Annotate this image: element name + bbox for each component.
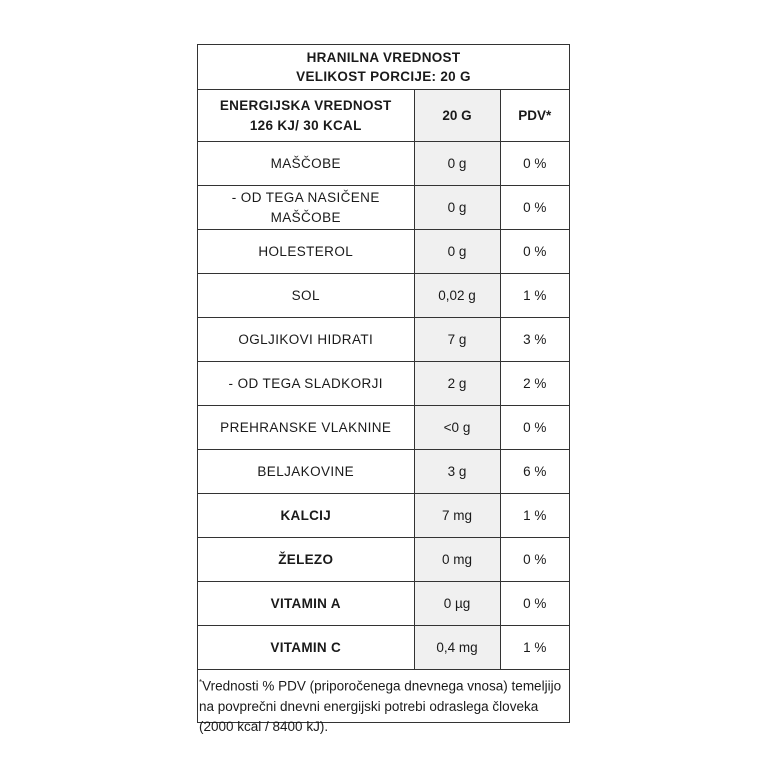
nutrient-pdv: 0 % <box>500 538 569 582</box>
nutrient-name: - OD TEGA SLADKORJI <box>198 362 414 406</box>
energy-label: ENERGIJSKA VREDNOST <box>219 97 392 113</box>
nutrient-row <box>198 494 569 538</box>
nutrient-amount: 0 g <box>414 230 500 274</box>
nutrient-amount: 0 g <box>414 142 500 186</box>
nutrient-name: KALCIJ <box>198 494 414 538</box>
nutrition-title: HRANILNA VREDNOST <box>306 50 461 65</box>
nutrient-row <box>198 362 569 406</box>
nutrient-pdv: 0 % <box>500 186 569 230</box>
footnote-marker: * <box>199 678 203 687</box>
nutrient-amount: 7 g <box>414 318 500 362</box>
nutrient-amount: 0,4 mg <box>414 626 500 670</box>
energy-value: 126 KJ/ 30 KCAL <box>249 117 362 133</box>
nutrient-row <box>198 318 569 362</box>
nutrient-amount: 0 µg <box>414 582 500 626</box>
nutrition-title-block <box>198 45 569 90</box>
nutrient-pdv: 2 % <box>500 362 569 406</box>
nutrient-pdv: 1 % <box>500 494 569 538</box>
nutrient-pdv: 1 % <box>500 626 569 670</box>
nutrient-row <box>198 186 569 230</box>
nutrient-name: OGLJIKOVI HIDRATI <box>198 318 414 362</box>
nutrient-amount: 0 mg <box>414 538 500 582</box>
nutrient-row <box>198 538 569 582</box>
amount-column-header: 20 G <box>414 90 500 142</box>
nutrient-name: PREHRANSKE VLAKNINE <box>198 406 414 450</box>
nutrient-amount: 2 g <box>414 362 500 406</box>
serving-size: VELIKOST PORCIJE: 20 G <box>296 69 471 84</box>
nutrient-name: VITAMIN C <box>198 626 414 670</box>
nutrient-row <box>198 230 569 274</box>
energy-header-cell <box>198 90 414 142</box>
nutrient-pdv: 0 % <box>500 142 569 186</box>
nutrient-name: HOLESTEROL <box>198 230 414 274</box>
nutrient-amount: <0 g <box>414 406 500 450</box>
nutrient-row <box>198 626 569 670</box>
nutrient-amount: 7 mg <box>414 494 500 538</box>
nutrient-amount: 3 g <box>414 450 500 494</box>
table-header-row <box>198 90 569 142</box>
nutrient-name: BELJAKOVINE <box>198 450 414 494</box>
nutrition-facts-panel <box>197 44 570 734</box>
nutrient-pdv: 0 % <box>500 230 569 274</box>
footnote-text: Vrednosti % PDV (priporočenega dnevnega vnosa) temeljijo na povprečni dnevni energijski potrebi odraslega človeka (2000 kcal / 8400 kJ). <box>199 678 562 734</box>
nutrient-pdv: 0 % <box>500 406 569 450</box>
nutrient-row <box>198 450 569 494</box>
nutrient-row <box>198 274 569 318</box>
nutrient-row <box>198 582 569 626</box>
footnote <box>198 670 569 737</box>
nutrient-pdv: 3 % <box>500 318 569 362</box>
nutrient-name: ŽELEZO <box>198 538 414 582</box>
nutrient-amount: 0,02 g <box>414 274 500 318</box>
nutrient-pdv: 0 % <box>500 582 569 626</box>
nutrition-table <box>198 90 569 670</box>
nutrient-name: MAŠČOBE <box>198 142 414 186</box>
nutrient-name: - OD TEGA NASIČENE MAŠČOBE <box>198 186 414 230</box>
nutrient-row <box>198 142 569 186</box>
nutrient-pdv: 6 % <box>500 450 569 494</box>
nutrient-pdv: 1 % <box>500 274 569 318</box>
nutrient-name: VITAMIN A <box>198 582 414 626</box>
nutrient-name: SOL <box>198 274 414 318</box>
nutrient-row <box>198 406 569 450</box>
nutrient-amount: 0 g <box>414 186 500 230</box>
pdv-column-header: PDV* <box>500 90 569 142</box>
